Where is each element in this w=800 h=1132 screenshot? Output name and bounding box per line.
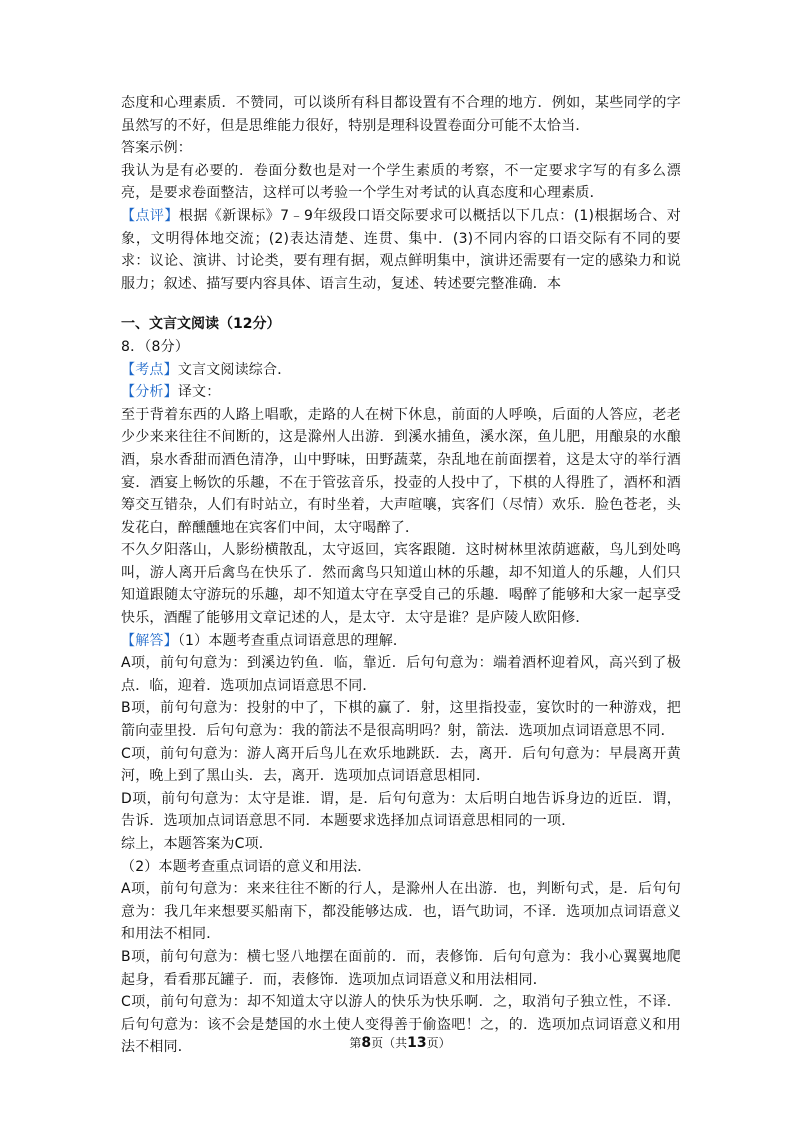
comment-text: 根据《新课标》7﹣9年级段口语交际要求可以概括以下几点：(1)根据场合、对象，文明得体地交流；(2)表达清楚、连贯、集中．(3)不同内容的口语交际有不同的要求：议论、演讲、讨论类，要有理有据，观点鲜明集中，演讲还需要有一定的感染力和说服力；叙述、描写要内容具体、语言生动，复述、转述要完整准确．本 (121, 207, 681, 292)
answer-paragraph: A项，前句句意为：来来往往不断的行人，是滁州人在出游．也，判断句式，是．后句句意为：我几年来想要买船南下，都没能够达成．也，语气助词，不译．选项加点词语意义和用法不相同． (121, 881, 681, 943)
solution-paragraph (121, 630, 681, 653)
analysis-text: 译文： (177, 384, 221, 401)
footer-page-number: 8 (361, 1035, 372, 1051)
test-point-tag: 【考点】 (121, 361, 178, 378)
test-point-paragraph (121, 359, 681, 382)
answer-paragraph: A项，前句句意为：到溪边钓鱼．临，靠近．后句句意为：端着酒杯迎着风，高兴到了极点．临，迎着．选项加点词语意思不同． (121, 655, 681, 694)
section-title: 一、文言文阅读（12分） (121, 316, 281, 333)
translation-paragraph: 不久夕阳落山，人影纷横散乱，太守返回，宾客跟随．这时树林里浓荫遮蔽，鸟儿到处鸣叫，游人离开后禽鸟在快乐了．然而禽鸟只知道山林的乐趣，却不知道人的乐趣，人们只知道跟随太守游玩的乐趣，却不知道太守在享受自己的乐趣．喝醉了能够和大家一起享受快乐，酒醒了能够用文章记述的人，是太守．太守是谁？是庐陵人欧阳修． (121, 542, 681, 627)
paragraph: 态度和心理素质．不赞同，可以谈所有科目都设置有不合理的地方．例如，某些同学的字虽然写的不好，但是思维能力很好，特别是理科设置卷面分可能不太恰当． (121, 95, 681, 134)
page-footer (0, 1034, 800, 1051)
paragraph: 答案示例： (121, 140, 192, 157)
footer-middle: 页（共 (371, 1036, 408, 1050)
comment-tag: 【点评】 (121, 207, 179, 224)
answer-paragraph: D项，前句句意为：太守是谁．谓，是．后句句意为：太后明白地告诉身边的近臣．谓，告诉．选项加点词语意思不同．本题要求选择加点词语意思相同的一项． (121, 790, 681, 830)
solution-tag: 【解答】 (121, 632, 178, 649)
test-point-text: 文言文阅读综合． (177, 361, 292, 378)
analysis-tag: 【分析】 (121, 384, 178, 401)
solution-text: （1）本题考查重点词语意思的理解． (177, 632, 408, 649)
answer-paragraph: B项，前句句意为：横七竖八地摆在面前的．而，表修饰．后句句意为：我小心翼翼地爬起身，看看那瓦罐子．而，表修饰．选项加点词语意义和用法相同． (121, 948, 681, 988)
footer-total-pages: 13 (407, 1035, 427, 1051)
comment-paragraph (121, 205, 681, 295)
paragraph: 我认为是有必要的．卷面分数也是对一个学生素质的考察，不一定要求字写的有多么漂亮，是要求卷面整洁，这样可以考验一个学生对考试的认真态度和心理素质． (121, 162, 681, 202)
question-number: 8．（8分） (121, 338, 190, 355)
page-content (121, 92, 681, 1059)
translation-paragraph: 至于背着东西的人路上唱歌，走路的人在树下休息，前面的人呼唤，后面的人答应，老老少少来来往往不间断的，这是滁州人出游．到溪水捕鱼，溪水深，鱼儿肥，用酿泉的水酿酒，泉水香甜而酒色清净，山中野味，田野蔬菜，杂乱地在前面摆着，这是太守的举行酒宴．酒宴上畅饮的乐趣，不在于管弦音乐，投壶的人投中了，下棋的人得胜了，酒杯和酒筹交互错杂，人们有时站立，有时坐着，大声喧嚷，宾客们（尽情）欢乐．脸色苍老，头发花白，醉醺醺地在宾客们中间，太守喝醉了． (121, 406, 681, 536)
footer-prefix: 第 (349, 1036, 362, 1050)
analysis-paragraph (121, 381, 681, 404)
footer-suffix: 页） (426, 1036, 451, 1050)
answer-paragraph: 综上，本题答案为C项． (121, 836, 273, 852)
answer-paragraph: C项，前句句意为：游人离开后鸟儿在欢乐地跳跃．去，离开．后句句意为：早晨离开黄河，晚上到了黑山头．去，离开．选项加点词语意思相同． (121, 745, 681, 785)
answer-paragraph: （2）本题考查重点词语的意义和用法． (121, 858, 372, 875)
answer-paragraph: C项，前句句意为：却不知道太守以游人的快乐为快乐啊．之，取消句子独立性，不译．后句句意为：该不会是楚国的水土使人变得善于偷盗吧！之，的．选项加点词语意义和用法不相同． (121, 994, 681, 1056)
answer-paragraph: B项，前句句意为：投射的中了，下棋的赢了．射，这里指投壶，宴饮时的一种游戏，把箭向壶里投．后句句意为：我的箭法不是很高明吗？射，箭法．选项加点词语意思不同． (121, 700, 681, 740)
